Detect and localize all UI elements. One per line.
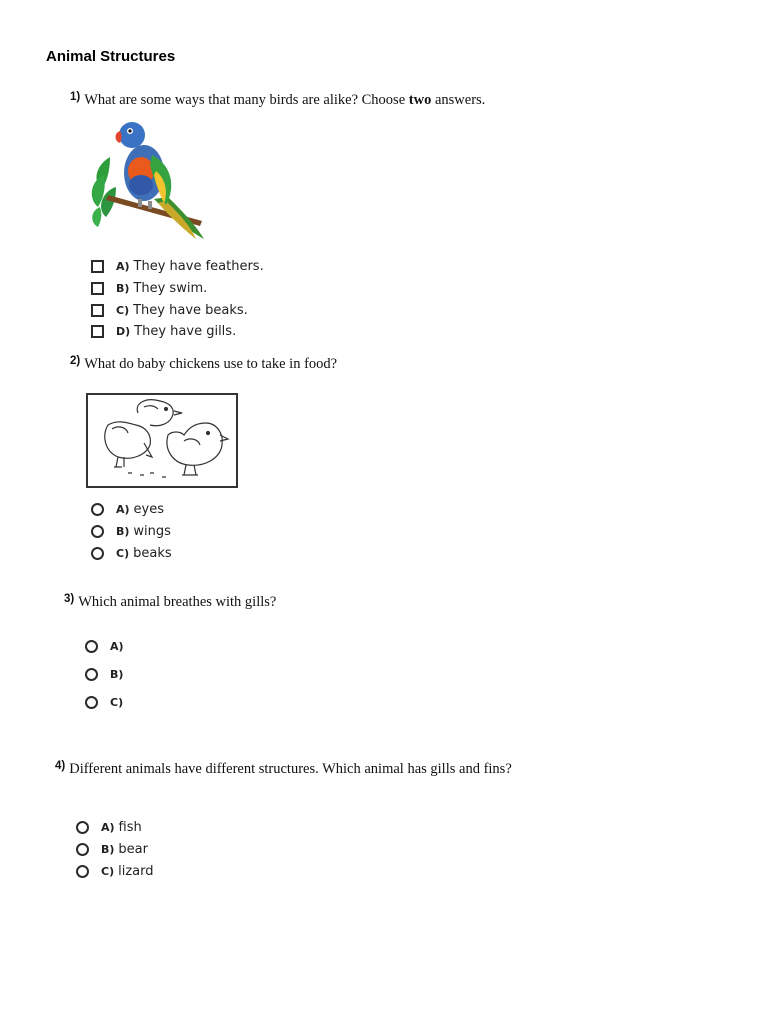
question-2-text: What do baby chickens use to take in food? bbox=[84, 356, 338, 372]
question-4-text: Different animals have different structures. Which animal has gills and fins? bbox=[69, 761, 512, 777]
option-2c[interactable]: C) beaks bbox=[91, 542, 172, 564]
question-4-options bbox=[76, 817, 154, 882]
checkbox[interactable] bbox=[91, 325, 104, 338]
question-1 bbox=[70, 91, 485, 109]
question-2-number: 2) bbox=[70, 355, 81, 367]
question-1-text-end: answers. bbox=[431, 92, 486, 108]
option-1b[interactable]: B) They swim. bbox=[91, 278, 264, 300]
question-1-number: 1) bbox=[70, 91, 81, 103]
radio-button[interactable] bbox=[76, 843, 89, 856]
radio-button[interactable] bbox=[76, 865, 89, 878]
question-3 bbox=[64, 593, 276, 611]
option-4b[interactable]: B) bear bbox=[76, 839, 154, 861]
option-4c[interactable]: C) lizard bbox=[76, 860, 154, 882]
question-2-options bbox=[91, 499, 172, 564]
option-3a[interactable]: A) bbox=[85, 632, 128, 660]
option-1c[interactable]: C) They have beaks. bbox=[91, 299, 264, 321]
radio-button[interactable] bbox=[85, 640, 98, 653]
question-2 bbox=[70, 355, 337, 373]
page-title: Animal Structures bbox=[46, 48, 176, 65]
checkbox[interactable] bbox=[91, 260, 104, 273]
option-3b[interactable]: B) bbox=[85, 660, 128, 688]
checkbox[interactable] bbox=[91, 304, 104, 317]
option-2b[interactable]: B) wings bbox=[91, 521, 172, 543]
option-3c[interactable]: C) bbox=[85, 688, 128, 716]
option-1a[interactable]: A) They have feathers. bbox=[91, 256, 264, 278]
question-1-options bbox=[91, 256, 264, 343]
question-4 bbox=[55, 760, 512, 778]
question-3-text: Which animal breathes with gills? bbox=[78, 594, 277, 610]
radio-button[interactable] bbox=[85, 696, 98, 709]
radio-button[interactable] bbox=[91, 525, 104, 538]
option-1d[interactable]: D) They have gills. bbox=[91, 321, 264, 343]
option-4a[interactable]: A) fish bbox=[76, 817, 154, 839]
radio-button[interactable] bbox=[91, 547, 104, 560]
question-1-emphasis: two bbox=[408, 92, 432, 108]
question-1-text: What are some ways that many birds are alike? Choose bbox=[84, 92, 409, 108]
radio-button[interactable] bbox=[76, 821, 89, 834]
baby-chicks-icon bbox=[88, 395, 236, 486]
parrot-icon bbox=[86, 115, 211, 240]
chicks-image-frame bbox=[86, 393, 238, 488]
radio-button[interactable] bbox=[91, 503, 104, 516]
option-2a[interactable]: A) eyes bbox=[91, 499, 172, 521]
question-3-number: 3) bbox=[64, 593, 75, 605]
question-3-options bbox=[85, 632, 128, 716]
radio-button[interactable] bbox=[85, 668, 98, 681]
checkbox[interactable] bbox=[91, 282, 104, 295]
question-4-number: 4) bbox=[55, 760, 66, 772]
